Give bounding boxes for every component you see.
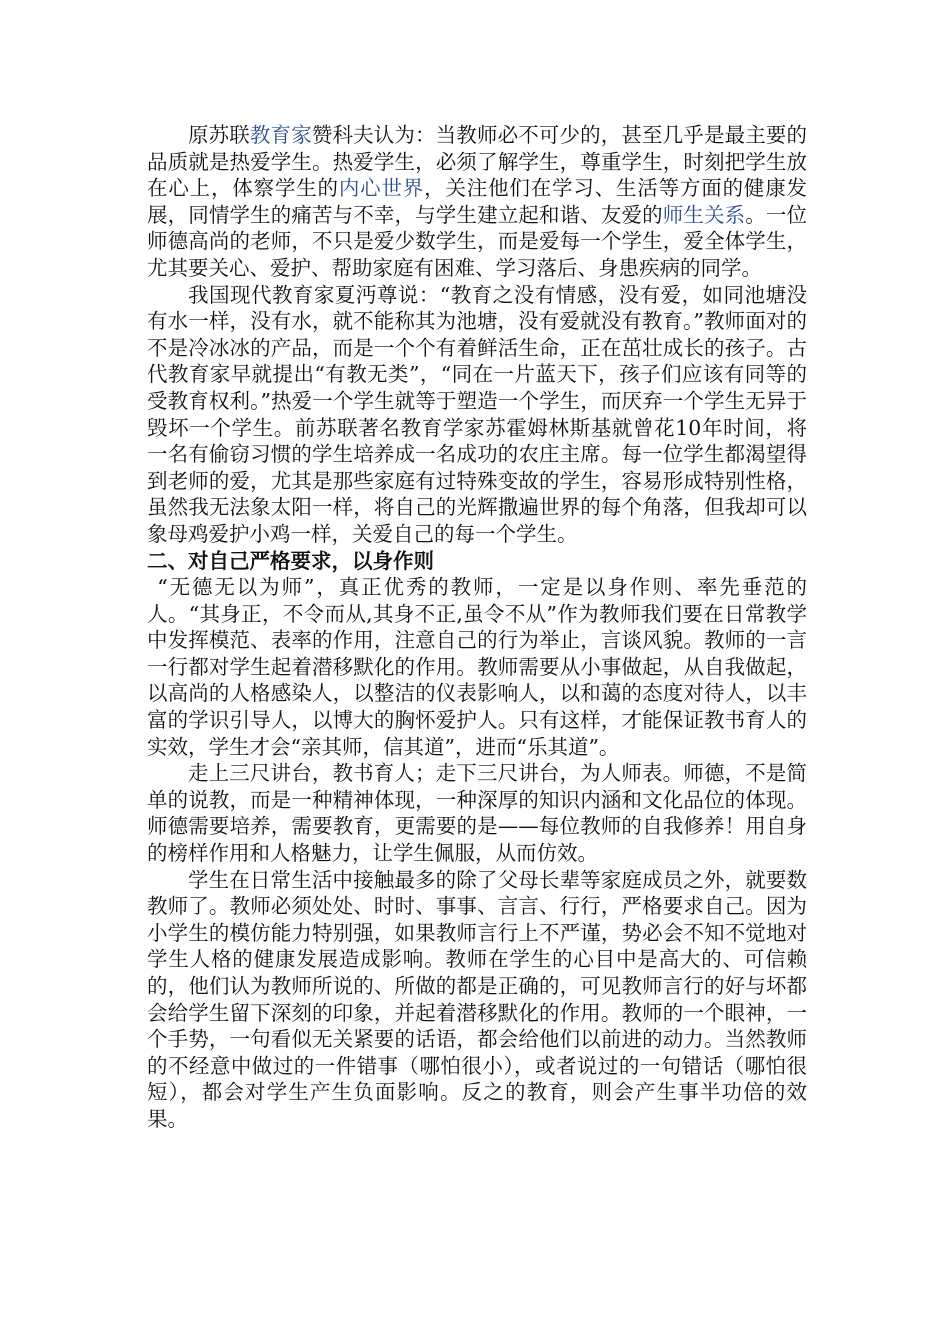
link-educator[interactable]: 教育家 <box>249 123 312 147</box>
document-page <box>147 122 807 1133</box>
paragraph-5: 学生在日常生活中接触最多的除了父母长辈等家庭成员之外，就要数教师了。教师必须处处、时时、事事、言言、行行，严格要求自己。因为小学生的模仿能力特别强，如果教师言行上不严谨，势必会不知不觉地对学生人格的健康发展造成影响。教师在学生的心目中是高大的、可信赖的，他们认为教师所说的、所做的都是正确的，可见教师言行的好与坏都会给学生留下深刻的印象，并起着潜移默化的作用。教师的一个眼神，一个手势，一句看似无关紧要的话语，都会给他们以前进的动力。当然教师的不经意中做过的一件错事（哪怕很小），或者说过的一句错话（哪怕很短），都会对学生产生负面影响。反之的教育，则会产生事半功倍的效果。 <box>147 867 807 1131</box>
paragraph-4: 走上三尺讲台，教书育人；走下三尺讲台，为人师表。师德，不是简单的说教，而是一种精神体现，一种深厚的知识内涵和文化品位的体现。师德需要培养，需要教育，更需要的是——每位教师的自我修养！用自身的榜样作用和人格魅力，让学生佩服，从而仿效。 <box>147 761 807 866</box>
section-heading-2: 二、对自己严格要求，以身作则 <box>147 548 434 573</box>
link-teacher-student-relationship[interactable]: 师生关系 <box>662 202 746 227</box>
paragraph-1: 原苏联教育家赞科夫认为：当教师必不可少的，甚至几乎是最主要的品质就是热爱学生。热爱学生，必须了解学生，尊重学生，时刻把学生放在心上，体察学生的内心世界，关注他们在学习、生活等方面的健康发展，同情学生的痛苦与不幸，与学生建立起和谐、友爱的师生关系。一位师德高尚的老师，不只是爱少数学生，而是爱每一个学生，爱全体学生，尤其要关心、爱护、帮助家庭有困难、学习落后、身患疾病的同学。 <box>147 123 808 280</box>
link-inner-world[interactable]: 内心世界 <box>338 176 425 201</box>
paragraph-2: 我国现代教育家夏沔尊说：“教育之没有情感，没有爱，如同池塘没有水一样，没有水，就不能称其为池塘，没有爱就没有教育。”教师面对的不是冷冰冰的产品，而是一个个有着鲜活生命，正在茁壮成长的孩子。古代教育家早就提出“有教无类”，“同在一片蓝天下，孩子们应该有同等的受教育权利。”热爱一个学生就等于塑造一个学生，而厌弃一个学生无异于毁坏一个学生。前苏联著名教育学家苏霍姆林斯基就曾花10年时间，将一名有偷窃习惯的学生培养成一名成功的农庄主席。每一位学生都渴望得到老师的爱，尤其是那些家庭有过特殊变故的学生，容易形成特别性格，虽然我无法象太阳一样，将自己的光辉撒遍世界的每个角落，但我却可以象母鸡爱护小鸡一样，关爱自己的每一个学生。 <box>147 282 807 546</box>
paragraph-3: “无德无以为师”，真正优秀的教师，一定是以身作则、率先垂范的人。“其身正，不令而从,其身不正,虽令不从”作为教师我们要在日常教学中发挥模范、表率的作用，注意自己的行为举止，言谈风貌。教师的一言一行都对学生起着潜移默化的作用。教师需要从小事做起，从自我做起，以高尚的人格感染人，以整洁的仪表影响人，以和蔼的态度对待人，以丰富的学识引导人，以博大的胸怀爱护人。只有这样，才能保证教书育人的实效，学生才会“亲其师，信其道”，进而“乐其道”。 <box>147 575 807 759</box>
